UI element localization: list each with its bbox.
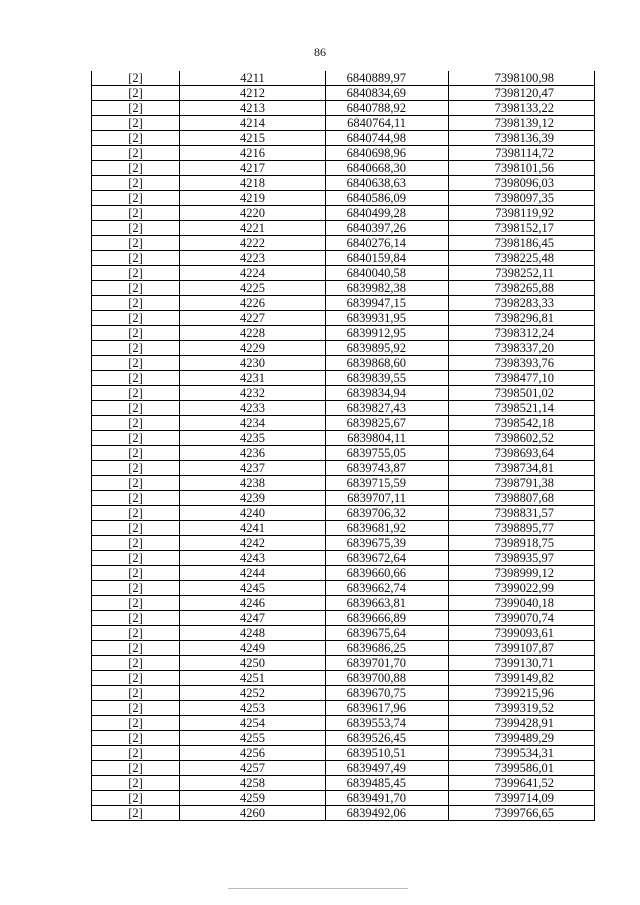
row-x-coordinate: 6840744,98 [326,131,449,146]
row-x-coordinate: 6839485,45 [326,776,449,791]
table-row [92,671,595,686]
row-reference: [2] [92,416,180,431]
row-x-coordinate: 6839510,51 [326,746,449,761]
row-point-number: 4222 [180,236,326,251]
table-row [92,536,595,551]
row-reference: [2] [92,386,180,401]
row-point-number: 4247 [180,611,326,626]
row-y-coordinate: 7398296,81 [449,311,595,326]
table-row [92,596,595,611]
row-reference: [2] [92,791,180,806]
row-y-coordinate: 7398791,38 [449,476,595,491]
row-reference: [2] [92,401,180,416]
row-y-coordinate: 7398186,45 [449,236,595,251]
row-x-coordinate: 6839839,55 [326,371,449,386]
row-point-number: 4242 [180,536,326,551]
row-x-coordinate: 6839947,15 [326,296,449,311]
footer-divider [228,888,408,889]
row-y-coordinate: 7399093,61 [449,626,595,641]
row-y-coordinate: 7398734,81 [449,461,595,476]
row-x-coordinate: 6839492,06 [326,806,449,821]
row-reference: [2] [92,341,180,356]
row-point-number: 4243 [180,551,326,566]
row-y-coordinate: 7398602,52 [449,431,595,446]
row-point-number: 4230 [180,356,326,371]
row-point-number: 4229 [180,341,326,356]
row-point-number: 4256 [180,746,326,761]
row-point-number: 4227 [180,311,326,326]
table-row [92,506,595,521]
row-y-coordinate: 7398337,20 [449,341,595,356]
row-x-coordinate: 6839617,96 [326,701,449,716]
table-row [92,296,595,311]
table-row [92,551,595,566]
row-reference: [2] [92,131,180,146]
table-row [92,686,595,701]
table-row [92,401,595,416]
row-y-coordinate: 7398501,02 [449,386,595,401]
row-x-coordinate: 6839912,95 [326,326,449,341]
row-x-coordinate: 6839707,11 [326,491,449,506]
row-reference: [2] [92,326,180,341]
row-x-coordinate: 6839804,11 [326,431,449,446]
row-reference: [2] [92,761,180,776]
coordinates-table-body [92,71,595,821]
row-y-coordinate: 7398393,76 [449,356,595,371]
row-y-coordinate: 7398895,77 [449,521,595,536]
row-point-number: 4257 [180,761,326,776]
table-row [92,386,595,401]
row-x-coordinate: 6839715,59 [326,476,449,491]
row-reference: [2] [92,746,180,761]
table-row [92,371,595,386]
table-row [92,446,595,461]
row-point-number: 4240 [180,506,326,521]
row-reference: [2] [92,176,180,191]
table-row [92,731,595,746]
row-reference: [2] [92,506,180,521]
row-x-coordinate: 6840586,09 [326,191,449,206]
row-reference: [2] [92,191,180,206]
row-x-coordinate: 6839686,25 [326,641,449,656]
row-reference: [2] [92,221,180,236]
row-point-number: 4232 [180,386,326,401]
row-point-number: 4225 [180,281,326,296]
row-reference: [2] [92,101,180,116]
row-y-coordinate: 7398831,57 [449,506,595,521]
row-y-coordinate: 7398120,47 [449,86,595,101]
row-point-number: 4220 [180,206,326,221]
row-reference: [2] [92,776,180,791]
row-y-coordinate: 7398119,92 [449,206,595,221]
row-y-coordinate: 7398693,64 [449,446,595,461]
row-reference: [2] [92,266,180,281]
table-row [92,326,595,341]
row-reference: [2] [92,431,180,446]
row-point-number: 4224 [180,266,326,281]
table-row [92,416,595,431]
row-point-number: 4237 [180,461,326,476]
row-y-coordinate: 7398521,14 [449,401,595,416]
row-point-number: 4234 [180,416,326,431]
row-point-number: 4254 [180,716,326,731]
table-row [92,746,595,761]
row-point-number: 4259 [180,791,326,806]
row-reference: [2] [92,491,180,506]
row-y-coordinate: 7398139,12 [449,116,595,131]
row-point-number: 4244 [180,566,326,581]
row-y-coordinate: 7398136,39 [449,131,595,146]
row-x-coordinate: 6839662,74 [326,581,449,596]
row-point-number: 4223 [180,251,326,266]
row-reference: [2] [92,701,180,716]
row-reference: [2] [92,311,180,326]
row-point-number: 4233 [180,401,326,416]
table-row [92,101,595,116]
row-x-coordinate: 6839701,70 [326,656,449,671]
table-row [92,791,595,806]
row-y-coordinate: 7398477,10 [449,371,595,386]
row-y-coordinate: 7399534,31 [449,746,595,761]
table-row [92,71,595,86]
row-y-coordinate: 7398101,56 [449,161,595,176]
row-x-coordinate: 6840788,92 [326,101,449,116]
row-point-number: 4253 [180,701,326,716]
table-row [92,581,595,596]
row-reference: [2] [92,86,180,101]
row-x-coordinate: 6840638,63 [326,176,449,191]
row-y-coordinate: 7398542,18 [449,416,595,431]
row-y-coordinate: 7399319,52 [449,701,595,716]
row-reference: [2] [92,71,180,86]
row-y-coordinate: 7399766,65 [449,806,595,821]
row-y-coordinate: 7399428,91 [449,716,595,731]
table-row [92,701,595,716]
row-point-number: 4255 [180,731,326,746]
row-x-coordinate: 6839834,94 [326,386,449,401]
table-row [92,356,595,371]
row-reference: [2] [92,611,180,626]
row-x-coordinate: 6839663,81 [326,596,449,611]
row-point-number: 4250 [180,656,326,671]
row-y-coordinate: 7399149,82 [449,671,595,686]
page-number: 86 [314,45,326,59]
row-point-number: 4217 [180,161,326,176]
row-point-number: 4216 [180,146,326,161]
row-reference: [2] [92,551,180,566]
table-row [92,716,595,731]
row-reference: [2] [92,461,180,476]
row-reference: [2] [92,566,180,581]
row-x-coordinate: 6840499,28 [326,206,449,221]
row-reference: [2] [92,356,180,371]
row-y-coordinate: 7399215,96 [449,686,595,701]
row-y-coordinate: 7398252,11 [449,266,595,281]
table-row [92,431,595,446]
row-reference: [2] [92,716,180,731]
row-reference: [2] [92,146,180,161]
row-y-coordinate: 7398999,12 [449,566,595,581]
table-row [92,116,595,131]
table-row [92,281,595,296]
row-y-coordinate: 7398225,48 [449,251,595,266]
row-y-coordinate: 7398918,75 [449,536,595,551]
row-point-number: 4218 [180,176,326,191]
table-row [92,266,595,281]
row-point-number: 4245 [180,581,326,596]
row-reference: [2] [92,686,180,701]
table-row [92,86,595,101]
row-x-coordinate: 6839931,95 [326,311,449,326]
table-row [92,521,595,536]
table-row [92,311,595,326]
row-reference: [2] [92,371,180,386]
row-x-coordinate: 6839700,88 [326,671,449,686]
table-row [92,176,595,191]
row-y-coordinate: 7399070,74 [449,611,595,626]
table-row [92,566,595,581]
row-point-number: 4246 [180,596,326,611]
row-y-coordinate: 7399641,52 [449,776,595,791]
row-x-coordinate: 6839672,64 [326,551,449,566]
row-x-coordinate: 6839827,43 [326,401,449,416]
table-row [92,491,595,506]
row-y-coordinate: 7399130,71 [449,656,595,671]
row-reference: [2] [92,161,180,176]
table-row [92,161,595,176]
table-row [92,251,595,266]
row-x-coordinate: 6839755,05 [326,446,449,461]
row-x-coordinate: 6839491,70 [326,791,449,806]
row-point-number: 4236 [180,446,326,461]
row-point-number: 4228 [180,326,326,341]
table-row [92,206,595,221]
table-row [92,131,595,146]
row-y-coordinate: 7398807,68 [449,491,595,506]
table-row [92,476,595,491]
row-x-coordinate: 6840040,58 [326,266,449,281]
row-point-number: 4221 [180,221,326,236]
row-point-number: 4235 [180,431,326,446]
row-reference: [2] [92,521,180,536]
table-row [92,146,595,161]
row-point-number: 4226 [180,296,326,311]
row-point-number: 4252 [180,686,326,701]
row-x-coordinate: 6840159,84 [326,251,449,266]
row-x-coordinate: 6840834,69 [326,86,449,101]
row-y-coordinate: 7399107,87 [449,641,595,656]
row-point-number: 4213 [180,101,326,116]
row-y-coordinate: 7398935,97 [449,551,595,566]
row-y-coordinate: 7398312,24 [449,326,595,341]
row-reference: [2] [92,251,180,266]
table-row [92,236,595,251]
row-y-coordinate: 7398097,35 [449,191,595,206]
row-x-coordinate: 6839675,39 [326,536,449,551]
row-point-number: 4238 [180,476,326,491]
row-y-coordinate: 7398096,03 [449,176,595,191]
row-point-number: 4249 [180,641,326,656]
row-x-coordinate: 6839743,87 [326,461,449,476]
row-y-coordinate: 7398114,72 [449,146,595,161]
row-x-coordinate: 6839868,60 [326,356,449,371]
row-y-coordinate: 7399022,99 [449,581,595,596]
row-reference: [2] [92,536,180,551]
row-x-coordinate: 6840276,14 [326,236,449,251]
row-reference: [2] [92,731,180,746]
row-reference: [2] [92,671,180,686]
row-x-coordinate: 6839675,64 [326,626,449,641]
row-y-coordinate: 7398152,17 [449,221,595,236]
row-y-coordinate: 7398283,33 [449,296,595,311]
row-point-number: 4260 [180,806,326,821]
row-x-coordinate: 6840698,96 [326,146,449,161]
row-point-number: 4212 [180,86,326,101]
row-point-number: 4231 [180,371,326,386]
row-x-coordinate: 6839825,67 [326,416,449,431]
coordinates-table [91,71,595,821]
row-x-coordinate: 6839553,74 [326,716,449,731]
row-point-number: 4241 [180,521,326,536]
row-reference: [2] [92,596,180,611]
row-x-coordinate: 6839895,92 [326,341,449,356]
row-reference: [2] [92,581,180,596]
row-x-coordinate: 6839670,75 [326,686,449,701]
table-row [92,191,595,206]
row-point-number: 4251 [180,671,326,686]
row-x-coordinate: 6840397,26 [326,221,449,236]
row-y-coordinate: 7398100,98 [449,71,595,86]
table-row [92,656,595,671]
row-reference: [2] [92,476,180,491]
row-reference: [2] [92,281,180,296]
row-point-number: 4258 [180,776,326,791]
row-y-coordinate: 7399586,01 [449,761,595,776]
row-reference: [2] [92,116,180,131]
row-x-coordinate: 6840764,11 [326,116,449,131]
table-row [92,761,595,776]
row-x-coordinate: 6839706,32 [326,506,449,521]
row-x-coordinate: 6839681,92 [326,521,449,536]
table-row [92,626,595,641]
row-reference: [2] [92,296,180,311]
row-x-coordinate: 6839526,45 [326,731,449,746]
table-row [92,611,595,626]
row-reference: [2] [92,626,180,641]
row-point-number: 4239 [180,491,326,506]
table-row [92,461,595,476]
row-y-coordinate: 7399489,29 [449,731,595,746]
row-point-number: 4248 [180,626,326,641]
row-point-number: 4211 [180,71,326,86]
row-y-coordinate: 7398133,22 [449,101,595,116]
table-row [92,341,595,356]
row-x-coordinate: 6840889,97 [326,71,449,86]
row-x-coordinate: 6840668,30 [326,161,449,176]
row-reference: [2] [92,206,180,221]
row-reference: [2] [92,641,180,656]
row-reference: [2] [92,806,180,821]
row-reference: [2] [92,236,180,251]
row-y-coordinate: 7398265,88 [449,281,595,296]
row-x-coordinate: 6839660,66 [326,566,449,581]
table-row [92,776,595,791]
row-point-number: 4215 [180,131,326,146]
row-y-coordinate: 7399714,09 [449,791,595,806]
table-row [92,806,595,821]
row-point-number: 4214 [180,116,326,131]
table-row [92,641,595,656]
row-x-coordinate: 6839982,38 [326,281,449,296]
row-reference: [2] [92,446,180,461]
row-y-coordinate: 7399040,18 [449,596,595,611]
table-row [92,221,595,236]
row-point-number: 4219 [180,191,326,206]
row-x-coordinate: 6839666,89 [326,611,449,626]
row-reference: [2] [92,656,180,671]
row-x-coordinate: 6839497,49 [326,761,449,776]
